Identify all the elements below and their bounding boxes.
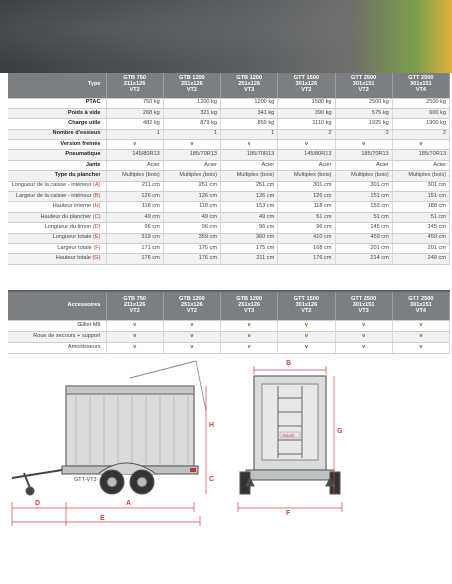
value-cell: 151 cm	[392, 192, 449, 202]
value-cell: 750 kg	[106, 98, 163, 108]
model-header-line: GTB 1200	[178, 295, 205, 302]
value-cell: Multiplex (bois)	[335, 171, 392, 181]
model-header-line: VT2	[301, 87, 312, 94]
value-cell: 118 cm	[163, 202, 220, 212]
value-cell: 482 kg	[106, 119, 163, 129]
value-cell: 118 cm	[106, 202, 163, 212]
value-cell: 145/80R13	[106, 150, 163, 160]
dimension-label-f: F	[286, 510, 291, 517]
model-header-2	[163, 292, 220, 320]
value-cell: 185/70R13	[163, 150, 220, 160]
check-cell: v	[392, 331, 449, 342]
table-row	[8, 171, 450, 181]
row-dimension-letter: (E)	[93, 234, 101, 241]
check-cell: v	[278, 320, 335, 331]
model-header-line: 301x126	[295, 301, 318, 308]
value-cell: Acier	[392, 160, 449, 170]
value-cell: 390 kg	[278, 108, 335, 118]
accessory-label: Œillet M8	[8, 320, 106, 331]
check-cell: v	[221, 342, 278, 353]
value-cell: 96 cm	[221, 223, 278, 233]
value-cell: 211 cm	[221, 254, 278, 264]
value-cell: 360 cm	[221, 233, 278, 243]
value-cell: 145 cm	[392, 223, 449, 233]
value-cell: 410 cm	[278, 233, 335, 243]
value-cell: 145/80R13	[278, 150, 335, 160]
value-cell: Multiplex (bois)	[221, 171, 278, 181]
check-cell: v	[335, 140, 392, 150]
value-cell: 151 cm	[335, 192, 392, 202]
model-header-line: VT2	[186, 307, 197, 314]
value-cell: 126 cm	[106, 192, 163, 202]
value-cell: 49 cm	[106, 212, 163, 222]
value-cell: 126 cm	[221, 192, 278, 202]
check-cell: v	[278, 140, 335, 150]
model-header-line: 301x126	[295, 81, 318, 88]
model-header-line: VT4	[415, 87, 426, 94]
rear-plate-text: Axiom	[282, 433, 295, 438]
model-header-line: GTT 2500	[351, 295, 377, 302]
value-cell: 211 cm	[106, 181, 163, 191]
model-header-6	[392, 73, 449, 98]
value-cell: 301 cm	[335, 181, 392, 191]
value-cell: 1	[163, 129, 220, 139]
value-cell: Multiplex (bois)	[392, 171, 449, 181]
row-dimension-letter: (B)	[93, 192, 101, 199]
table-row	[8, 150, 450, 160]
row-label-text: Hauteur interne	[52, 203, 92, 210]
row-label-text: Hauteur du plancher	[40, 213, 92, 220]
model-header-line: VT2	[129, 87, 140, 94]
check-cell: v	[163, 331, 220, 342]
value-cell: 1200 kg	[221, 98, 278, 108]
value-cell: 319 cm	[106, 233, 163, 243]
spec-table-header	[8, 73, 450, 98]
dimension-label-e: E	[100, 515, 105, 522]
row-dimension-letter: (H)	[92, 203, 101, 210]
value-cell: 251 cm	[221, 181, 278, 191]
model-header-line: GTT 2500	[408, 295, 434, 302]
check-cell: v	[106, 140, 163, 150]
model-header-line: VT3	[358, 87, 369, 94]
model-header-line: VT2	[186, 87, 197, 94]
row-dimension-letter: (G)	[92, 255, 101, 262]
side-view	[12, 361, 206, 495]
check-cell: v	[106, 342, 163, 353]
value-cell: 126 cm	[163, 192, 220, 202]
table-row	[8, 254, 450, 264]
value-cell: 201 cm	[392, 243, 449, 253]
value-cell: 153 cm	[221, 202, 278, 212]
trailer-diagram	[0, 356, 452, 584]
value-cell: 51 cm	[335, 212, 392, 222]
table-row	[8, 233, 450, 243]
row-dimension-letter: (A)	[93, 182, 101, 189]
model-header-line: GTB 750	[123, 295, 146, 302]
row-label-text: Poids à vide	[67, 109, 101, 116]
row-label	[8, 212, 106, 222]
value-cell: 118 cm	[278, 202, 335, 212]
row-label-text: Largeur totale	[57, 244, 92, 251]
value-cell: 188 cm	[392, 202, 449, 212]
model-header-line: VT2	[129, 307, 140, 314]
model-header-line: VT2	[301, 307, 312, 314]
value-cell: 126 cm	[278, 192, 335, 202]
model-header-line: GTB 1200	[178, 75, 205, 82]
row-dimension-letter: (D)	[92, 223, 101, 230]
value-cell: 51 cm	[278, 212, 335, 222]
value-cell: 1925 kg	[335, 119, 392, 129]
row-label	[8, 233, 106, 243]
model-tag: GTT-VT3	[74, 477, 97, 483]
table-row	[8, 129, 450, 139]
value-cell: 1900 kg	[392, 119, 449, 129]
value-cell: 214 cm	[335, 254, 392, 264]
row-label-text: Largeur de la caisse - intérieur	[15, 192, 92, 199]
value-cell: 251 cm	[163, 181, 220, 191]
dimension-label-d: D	[35, 500, 41, 507]
dimension-label-b: B	[286, 360, 292, 367]
model-header-line: 251x126	[180, 301, 203, 308]
row-label	[8, 192, 106, 202]
model-header-line: GTB 1200	[236, 295, 263, 302]
value-cell: Acier	[106, 160, 163, 170]
value-cell: 185/70R13	[221, 150, 278, 160]
value-cell: 1	[221, 129, 278, 139]
value-cell: 2500 kg	[392, 98, 449, 108]
model-header-line: VT3	[243, 307, 255, 314]
value-cell: 1500 kg	[278, 98, 335, 108]
check-cell: v	[163, 342, 220, 353]
value-cell: 96 cm	[106, 223, 163, 233]
model-header-3	[221, 73, 278, 98]
check-cell: v	[163, 140, 220, 150]
row-label	[8, 160, 106, 170]
accessory-label: Amortisseurs	[8, 342, 106, 353]
model-header-1	[106, 292, 163, 320]
value-cell: 459 cm	[335, 233, 392, 243]
model-header-line: GTT 2500	[408, 75, 434, 82]
value-cell: Acier	[278, 160, 335, 170]
table-row	[8, 119, 450, 129]
row-label	[8, 171, 106, 181]
dimension-label-g: G	[337, 428, 343, 435]
check-cell: v	[278, 342, 335, 353]
row-label	[8, 129, 106, 139]
value-cell: 2	[278, 129, 335, 139]
model-header-line: 211x126	[123, 81, 146, 88]
trailer-diagram-svg	[0, 356, 452, 584]
row-dimension-letter: (F)	[93, 244, 101, 251]
row-label	[8, 140, 106, 150]
row-label	[8, 108, 106, 118]
check-cell: v	[335, 342, 392, 353]
dimension-label-a: A	[126, 500, 132, 507]
value-cell: Acier	[335, 160, 392, 170]
table-row	[8, 140, 450, 150]
value-cell: 341 kg	[221, 108, 278, 118]
value-cell: 1200 kg	[163, 98, 220, 108]
value-cell: 171 cm	[106, 243, 163, 253]
value-cell: 359 cm	[163, 233, 220, 243]
check-cell: v	[106, 320, 163, 331]
model-header-4	[278, 292, 335, 320]
model-header-line: 301x151	[409, 81, 432, 88]
model-header-line: 251x126	[180, 81, 203, 88]
value-cell: Multiplex (bois)	[163, 171, 220, 181]
table-row	[8, 223, 450, 233]
value-cell: 175 cm	[163, 243, 220, 253]
model-header-2	[163, 73, 220, 98]
row-label-text: Version freinée	[60, 140, 101, 147]
value-cell: 859 kg	[221, 119, 278, 129]
check-cell: v	[335, 331, 392, 342]
value-cell: 301 cm	[392, 181, 449, 191]
value-cell: 879 kg	[163, 119, 220, 129]
model-header-5	[335, 292, 392, 320]
value-cell: 301 cm	[278, 181, 335, 191]
value-cell: Multiplex (bois)	[106, 171, 163, 181]
spec-table	[8, 73, 450, 265]
row-label-text: Hauteur totale	[55, 255, 91, 262]
value-cell: 201 cm	[335, 243, 392, 253]
accessories-header-label: Accessoires	[8, 292, 106, 320]
table-row	[8, 243, 450, 253]
table-row	[8, 342, 450, 353]
value-cell: 268 kg	[106, 108, 163, 118]
model-header-line: GTB 750	[123, 75, 146, 82]
row-label	[8, 223, 106, 233]
accessories-table	[8, 292, 450, 354]
accessory-label: Roue de secours + support	[8, 331, 106, 342]
table-row	[8, 320, 450, 331]
row-dimension-letter: (C)	[92, 213, 101, 220]
row-label	[8, 254, 106, 264]
row-label	[8, 202, 106, 212]
model-header-line: 251x126	[238, 81, 261, 88]
value-cell: 185/70R13	[392, 150, 449, 160]
row-label	[8, 243, 106, 253]
value-cell: 459 cm	[392, 233, 449, 243]
value-cell: 249 cm	[392, 254, 449, 264]
value-cell: 185/70R13	[335, 150, 392, 160]
value-cell: 175 cm	[221, 243, 278, 253]
model-header-line: 301x151	[352, 81, 375, 88]
dimension-label-c: C	[209, 476, 215, 483]
check-cell: v	[278, 331, 335, 342]
value-cell: 145 cm	[335, 223, 392, 233]
model-header-line: GTT 2500	[351, 75, 377, 82]
row-label	[8, 119, 106, 129]
row-label-text: PTAC	[85, 99, 101, 106]
value-cell: 96 cm	[163, 223, 220, 233]
value-cell: 176 cm	[163, 254, 220, 264]
row-label-text: Longueur totale	[52, 234, 92, 241]
value-cell: 1110 kg	[278, 119, 335, 129]
value-cell: 321 kg	[163, 108, 220, 118]
table-row	[8, 192, 450, 202]
model-header-line: VT3	[243, 87, 255, 94]
spec-header-label: Type	[8, 73, 106, 98]
dimension-label-h: H	[209, 422, 215, 429]
check-cell: v	[221, 140, 278, 150]
value-cell: 49 cm	[163, 212, 220, 222]
model-header-line: 211x126	[123, 301, 146, 308]
model-header-3	[221, 292, 278, 320]
model-header-line: GTT 1500	[293, 75, 319, 82]
check-cell: v	[221, 331, 278, 342]
value-cell: 2	[335, 129, 392, 139]
check-cell: v	[163, 320, 220, 331]
value-cell: 96 cm	[278, 223, 335, 233]
value-cell: 49 cm	[221, 212, 278, 222]
row-label-text: Type du plancher	[54, 172, 101, 178]
value-cell: 2	[392, 129, 449, 139]
check-cell: v	[106, 331, 163, 342]
value-cell: 176 cm	[278, 254, 335, 264]
row-label-text: Longueur du timon	[44, 223, 92, 230]
value-cell: 1	[106, 129, 163, 139]
row-label-text: Jante	[85, 161, 101, 168]
model-header-6	[392, 292, 449, 320]
table-row	[8, 98, 450, 108]
value-cell: 176 cm	[106, 254, 163, 264]
check-cell: v	[221, 320, 278, 331]
row-label	[8, 150, 106, 160]
model-header-line: 301x151	[352, 301, 375, 308]
value-cell: Multiplex (bois)	[278, 171, 335, 181]
top-banner	[0, 0, 452, 73]
model-header-line: 251x126	[238, 301, 261, 308]
table-row	[8, 202, 450, 212]
model-header-4	[278, 73, 335, 98]
model-header-5	[335, 73, 392, 98]
check-cell: v	[392, 320, 449, 331]
value-cell: 51 cm	[392, 212, 449, 222]
table-row	[8, 181, 450, 191]
model-header-1	[106, 73, 163, 98]
model-header-line: GTT 1500	[293, 295, 319, 302]
table-row	[8, 160, 450, 170]
check-cell: v	[392, 342, 449, 353]
check-cell: v	[335, 320, 392, 331]
model-header-line: VT4	[415, 307, 426, 314]
row-label-text: Charge utile	[68, 120, 101, 127]
model-header-line: GTB 1200	[236, 75, 263, 82]
value-cell: 575 kg	[335, 108, 392, 118]
table-row	[8, 108, 450, 118]
check-cell: v	[392, 140, 449, 150]
row-label-text: Longueur de la caisse - intérieur	[11, 182, 92, 189]
table-row	[8, 331, 450, 342]
row-label	[8, 181, 106, 191]
row-label	[8, 98, 106, 108]
value-cell: 153 cm	[335, 202, 392, 212]
row-label-text: Pneumatique	[65, 151, 101, 158]
model-header-line: VT3	[358, 307, 369, 314]
value-cell: 600 kg	[392, 108, 449, 118]
accessories-table-header	[8, 292, 450, 320]
value-cell: 2500 kg	[335, 98, 392, 108]
value-cell: 168 cm	[278, 243, 335, 253]
value-cell: Acier	[221, 160, 278, 170]
value-cell: Acier	[163, 160, 220, 170]
table-row	[8, 212, 450, 222]
model-header-line: 301x151	[409, 301, 432, 308]
row-label-text: Nombre d'essieux	[52, 130, 101, 137]
